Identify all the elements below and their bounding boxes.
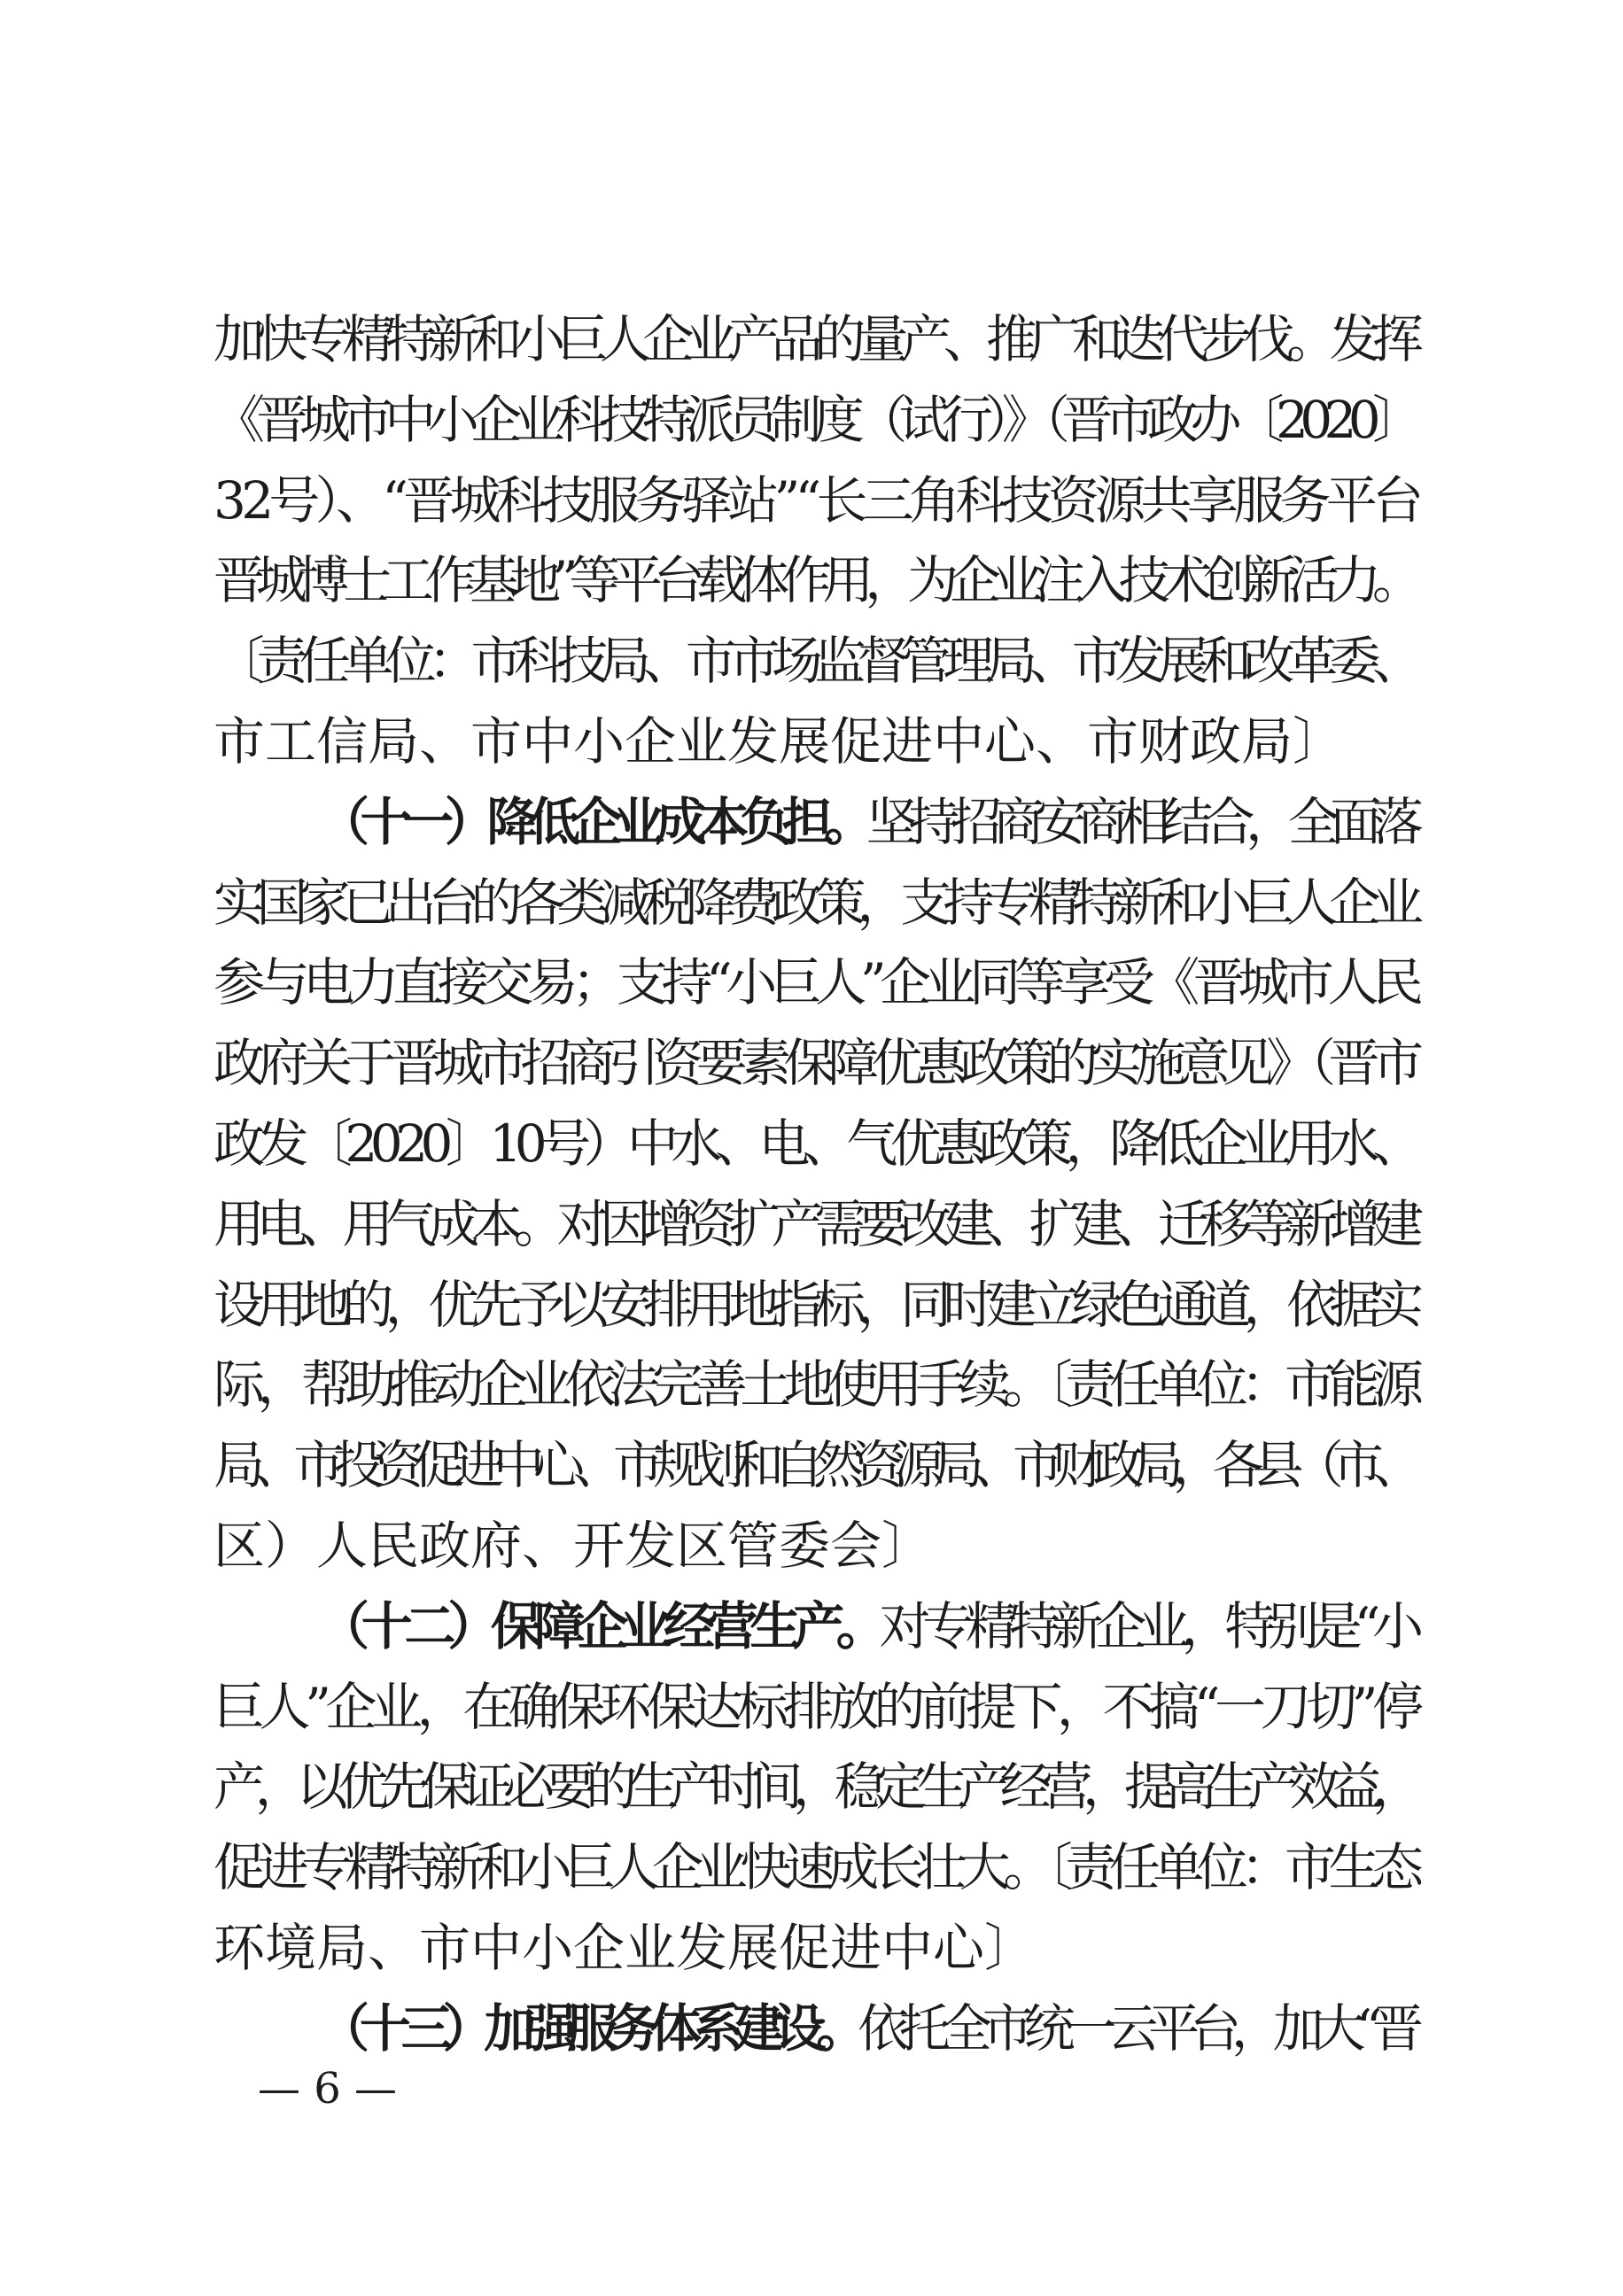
body-text-line: 加快专精特新和小巨人企业产品的量产、推广和迭代步伐。发挥 [214, 309, 1416, 369]
document-body [214, 299, 1424, 2069]
paragraph-continued [214, 299, 1424, 782]
body-text-line: 〔责任单位：市科技局、市市场监督管理局、市发展和改革委、 [214, 631, 1416, 692]
body-text-line [318, 782, 1424, 863]
paragraph-section-11 [214, 782, 1424, 1586]
body-text-line: 局、市投资促进中心、市规划和自然资源局、市财政局，各县（市、 [214, 1435, 1413, 1496]
body-text-line: 环境局、市中小企业发展促进中心〕 [214, 1917, 1037, 1978]
paragraph-section-12 [214, 1586, 1424, 1989]
body-text-line: 参与电力直接交易；支持“小巨人”企业同等享受《晋城市人民 [214, 952, 1417, 1013]
body-text-line: 政发〔2020〕10号）中水、电、气优惠政策，降低企业用水、 [214, 1113, 1417, 1174]
body-text-line: 实国家已出台的各类减税降费政策，支持专精特新和小巨人企业 [214, 872, 1416, 933]
body-text: 坚持招商安商相结合，全面落 [866, 791, 1415, 852]
body-text-line: 晋城博士工作基地”等平台载体作用，为企业注入技术创新活力。 [214, 550, 1415, 611]
body-text-line: 产，以优先保证必要的生产时间，稳定生产经营，提高生产效益， [214, 1757, 1414, 1818]
body-text-line: 区）人民政府、开发区管委会〕 [214, 1515, 934, 1576]
paragraph-section-13 [214, 1989, 1424, 2069]
section-heading-12: （十二）保障企业经营生产。 [318, 1595, 880, 1656]
body-text: 对专精特新企业，特别是“小 [879, 1595, 1416, 1656]
section-heading-11: （十一）降低企业成本负担。 [318, 791, 866, 852]
page-number: — 6 — [258, 2064, 398, 2114]
body-text-line: 市工信局、市中小企业发展促进中心、市财政局〕 [214, 710, 1345, 772]
section-heading-13: （十三）加强服务体系建设。 [318, 1997, 858, 2059]
body-text-line: 巨人”企业，在确保环保达标排放的前提下，不搞“一刀切”停 [214, 1676, 1418, 1737]
body-text-line [318, 1586, 1424, 1667]
body-text-line: 《晋城市中小企业科技特派员制度（试行）》（晋市政办〔2020〕 [214, 389, 1416, 450]
body-text-line: 32号）、“晋城科技服务驿站”“长三角科技资源共享服务平台 [214, 469, 1419, 531]
body-text-line: 用电、用气成本。对因增资扩产需要改建、扩建、迁移等新增建 [214, 1193, 1416, 1254]
body-text-line: 促进专精特新和小巨人企业快速成长壮大。〔责任单位：市生态 [214, 1837, 1417, 1898]
body-text-line [318, 1989, 1424, 2069]
body-text-line: 际，帮助推动企业依法完善土地使用手续。〔责任单位：市能源 [214, 1354, 1417, 1416]
body-text-line: 设用地的，优先予以安排用地指标，同时建立绿色通道，依据实 [214, 1274, 1416, 1335]
body-text-line: 政府关于晋城市招商引资要素保障优惠政策的实施意见》（晋市 [214, 1033, 1417, 1094]
body-text: 依托全市统一云平台，加大“晋 [858, 1997, 1414, 2059]
